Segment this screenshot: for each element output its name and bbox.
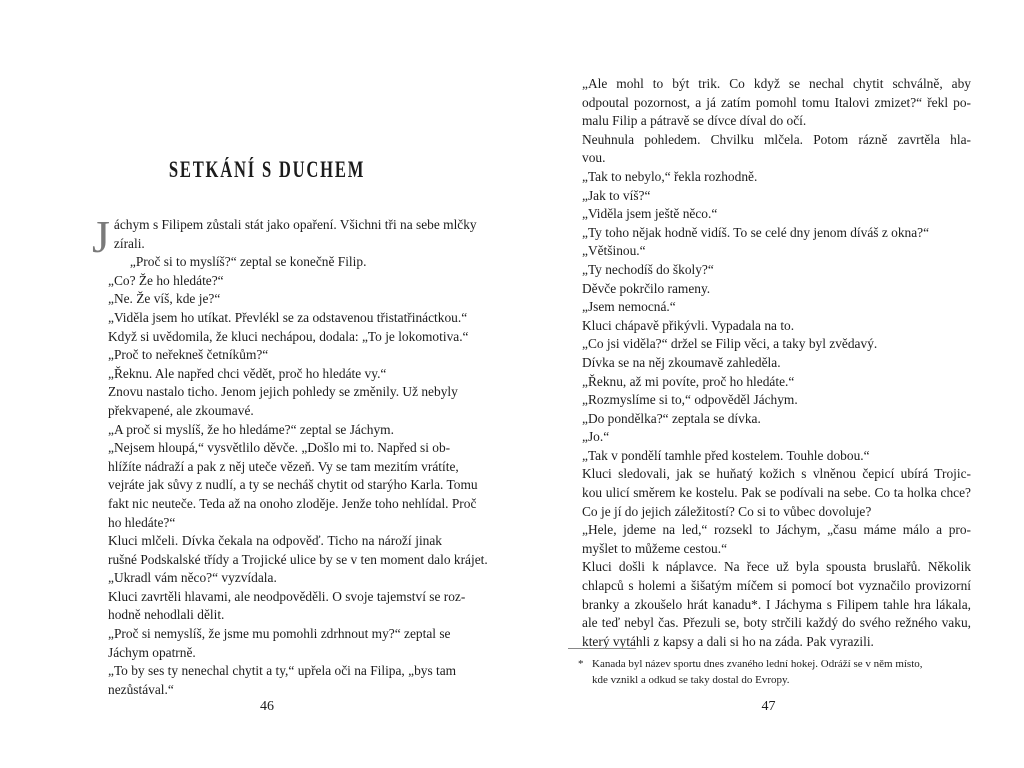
paragraph (566, 317, 971, 336)
paragraph (566, 373, 971, 392)
text-line: „Proč si nemyslíš, že jsme mu pomohli zdrhnout my?“ zeptal se (108, 626, 451, 642)
text-line: Neuhnula pohledem. Chvilku mlčela. Potom rázně zavrtěla hla- (582, 131, 971, 147)
text-line: odpoutal pozornost, a já zatím pomohl tomu Italovi zmizet?“ řekl po- (582, 94, 971, 110)
footnote-line: Kanada byl název sportu dnes zvaného lední hokej. Odráží se v něm místo, (592, 658, 923, 670)
paragraph (566, 447, 971, 466)
paragraph (566, 391, 971, 410)
text-line: Kluci došli k náplavce. Na řece už byla spousta bruslařů. Několik (582, 559, 971, 575)
text-line: „Většinou.“ (582, 243, 646, 259)
text-line: „Do pondělka?“ zeptala se dívka. (582, 410, 761, 426)
paragraph (566, 465, 971, 521)
text-line: „Ukradl vám něco?“ vyzvídala. (108, 570, 277, 586)
paragraph (566, 298, 971, 317)
text-line: „Ty toho nějak hodně vidíš. To se celé dny jenom díváš z okna?“ (582, 224, 930, 240)
paragraph (92, 532, 488, 569)
text-line: nezůstával.“ (108, 681, 174, 697)
text-line: „Jo.“ (582, 429, 610, 445)
text-line: kou ulicí směrem ke kostelu. Pak se podívali na sebe. Co ta holka chce? (582, 485, 971, 501)
paragraph (566, 224, 971, 243)
text-line: Dívka se na něj zkoumavě zahleděla. (582, 354, 781, 370)
text-line: „Tak to nebylo,“ řekla rozhodně. (582, 168, 758, 184)
text-line: Když si uvědomila, že kluci nechápou, dodala: „To je lokomotiva.“ (108, 328, 469, 344)
paragraph (92, 439, 478, 532)
paragraph (92, 421, 442, 440)
text-line: „Ne. Že víš, kde je?“ (108, 291, 221, 307)
paragraph (566, 280, 971, 299)
text-line: Jáchym opatrně. (108, 644, 196, 660)
chapter-title: SETKÁNÍ S DUCHEM (168, 157, 366, 182)
paragraph (566, 558, 971, 651)
text-line: „To by ses ty nenechal chytit a ty,“ upřela oči na Filipa, „bys tam (108, 663, 457, 679)
drop-cap: J (92, 211, 110, 262)
text-line: vou. (582, 150, 606, 166)
paragraph (566, 261, 971, 280)
paragraph (92, 588, 466, 625)
text-line: „Jsem nemocná.“ (582, 299, 676, 315)
text-line: fakt nic neuteče. Teda až na onoho zloděje. Jenže toho nehlídal. Proč (108, 495, 477, 511)
left-page-text (92, 211, 488, 699)
text-line: „Proč si to myslíš?“ zeptal se konečně Filip. (129, 254, 367, 270)
paragraph (92, 272, 442, 291)
text-line: Kluci chápavě přikývli. Vypadala na to. (582, 317, 795, 333)
text-line: „Ale mohl to být trik. Co když se nechal chytit schválně, aby (582, 76, 971, 91)
paragraph (92, 383, 458, 420)
text-line: „Nejsem hloupá,“ vysvětlilo děvče. „Došlo mi to. Napřed si ob- (108, 440, 451, 456)
text-line: chlapců s holemi a šišatým míčem si pomocí bot vyznačilo provizorní (582, 578, 971, 594)
text-line: myšlet to můžeme cestou.“ (582, 540, 728, 556)
left-page (92, 0, 488, 768)
footnote-mark: * (578, 658, 584, 670)
text-line: „Řeknu, až mi povíte, proč ho hledáte.“ (582, 373, 795, 389)
text-line: ho hledáte?“ (108, 514, 176, 530)
text-line: Kluci zavrtěli hlavami, ale neodpověděli. O svoje tajemství se roz- (108, 588, 466, 604)
paragraph (92, 569, 442, 588)
text-line: „Proč to neřekneš četníkům?“ (108, 347, 269, 363)
text-line: hlížíte nádraží a pak z něj uteče vězeň. Vy se tam mezitím vrátíte, (108, 458, 459, 474)
paragraph (92, 625, 451, 662)
text-line: Znovu nastalo ticho. Jenom jejich pohledy se změnily. Už nebyly (108, 384, 458, 400)
footnote-divider (568, 648, 636, 649)
paragraph (566, 335, 971, 354)
text-line: „Tak v pondělí tamhle před kostelem. Touhle dobou.“ (582, 447, 870, 463)
right-page-text (566, 75, 971, 651)
paragraph (566, 168, 971, 187)
text-line: „Ty nechodíš do školy?“ (582, 261, 714, 277)
paragraph (92, 346, 442, 365)
text-line: „Viděla jsem ještě něco.“ (582, 206, 718, 222)
paragraph (566, 75, 971, 131)
text-line: „Co jsi viděla?“ držel se Filip věci, a taky byl zvědavý. (582, 336, 878, 352)
text-line: áchym s Filipem zůstali stát jako opaření. Všichni tři na sebe mlčky (113, 217, 477, 232)
paragraph (566, 428, 971, 447)
text-line: zírali. (113, 235, 145, 251)
text-line: „Co? Že ho hledáte?“ (108, 272, 224, 288)
text-line: vejráte jak sůvy z nudlí, a ty se necháš chytit od starýho Karla. Tomu (108, 477, 478, 493)
text-line: Co je jí do jejich záležitostí? Co si to vůbec dovoluje? (582, 503, 872, 519)
text-line: „Jak to víš?“ (582, 187, 651, 203)
text-line: rušné Podskalské třídy a Trojické ulice by se v ten moment dalo krájet. (108, 551, 488, 567)
text-line: překvapené, ale zkoumavé. (108, 402, 254, 418)
text-line: hodně nehodlali dělit. (108, 607, 225, 623)
footnote-line: kde vznikl a odkud se taky dostal do Evropy. (592, 674, 790, 686)
paragraph (566, 131, 971, 168)
text-line: Kluci mlčeli. Dívka čekala na odpověď. Ticho na nároží jinak (108, 533, 442, 549)
text-line: „Rozmyslíme si to,“ odpověděl Jáchym. (582, 392, 798, 408)
text-line: „Viděla jsem ho utíkat. Převlékl se za odstavenou třistatřináctkou.“ (108, 309, 468, 325)
paragraph (566, 521, 971, 558)
page-number-left: 46 (260, 699, 274, 714)
text-line: „Hele, jdeme na led,“ rozsekl to Jáchym, „času máme málo a pro- (582, 522, 971, 538)
text-line: branky a zkoušelo hrát kanadu*. I Jáchyma s Filipem tahle hra lákala, (582, 596, 971, 612)
text-line: Kluci sledovali, jak se huňatý kožich s vlněnou čepicí ubírá Trojic- (582, 466, 971, 482)
text-line: který vytáhli z kapsy a dali si ho na záda. Pak vyrazili. (582, 633, 874, 649)
text-line: malu Filip a pátravě se dívce díval do očí. (582, 113, 807, 129)
text-line: „A proč si myslíš, že ho hledáme?“ zeptal se Jáchym. (108, 421, 394, 437)
page-number-right: 47 (761, 699, 776, 714)
text-line: Děvče pokrčilo rameny. (582, 280, 711, 296)
paragraph (92, 365, 442, 384)
paragraph (566, 354, 971, 373)
paragraph (92, 662, 457, 699)
paragraph (566, 205, 971, 224)
paragraph (92, 309, 469, 346)
footnote (578, 656, 971, 688)
text-line: „Řeknu. Ale napřed chci vědět, proč ho hledáte vy.“ (108, 365, 387, 381)
right-page (566, 0, 971, 768)
paragraph (566, 242, 971, 261)
paragraph (566, 410, 971, 429)
text-line: ale teď nebyl čas. Přezuli se, boty strčili každý do svého režného vaku, (582, 615, 971, 631)
paragraph (92, 290, 442, 309)
paragraph (92, 253, 442, 272)
paragraph (566, 187, 971, 206)
